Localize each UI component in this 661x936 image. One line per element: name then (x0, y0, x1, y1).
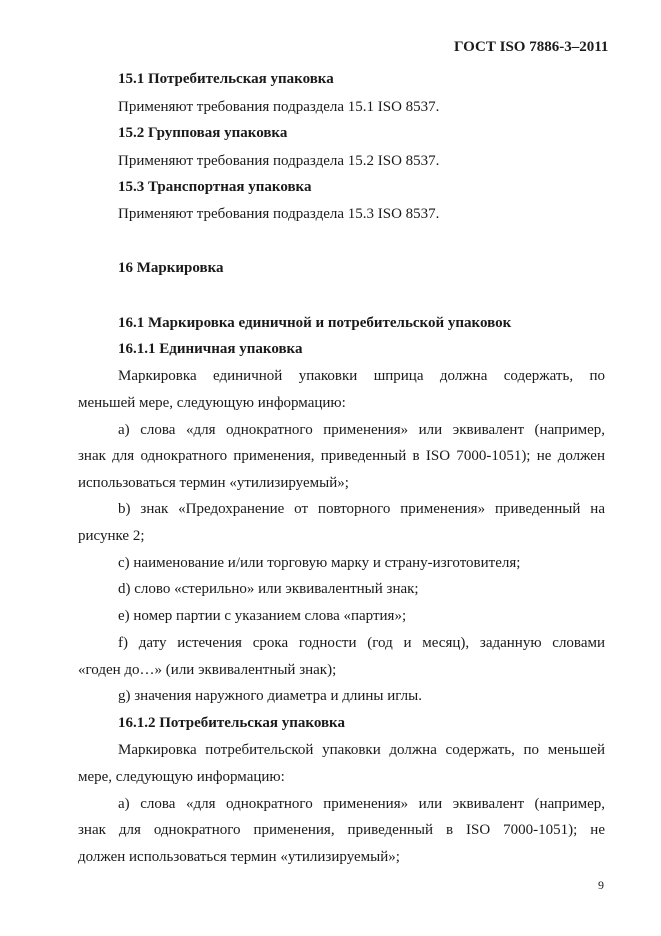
paragraph-line: Маркировка потребительской упаковки должна содержать, по меньшей (118, 742, 605, 758)
paragraph-line: Применяют требования подраздела 15.2 ISO 8537. (118, 153, 440, 169)
list-item-a2-line: а) слова «для однократного применения» или эквивалент (например, (118, 796, 605, 812)
heading-16-1-1: 16.1.1 Единичная упаковка (118, 341, 303, 357)
list-item-a2-line: знак для однократного применения, приведенный в ISO 7000-1051); не (78, 822, 605, 838)
list-item-a-line: использоваться термин «утилизируемый»; (78, 475, 349, 491)
list-item-b-line: b) знак «Предохранение от повторного применения» приведенный на (118, 501, 605, 517)
heading-15-2: 15.2 Групповая упаковка (118, 125, 288, 141)
list-item-a-line: а) слова «для однократного применения» или эквивалент (например, (118, 422, 605, 438)
heading-16-1: 16.1 Маркировка единичной и потребительской упаковок (118, 315, 512, 331)
standard-header: ГОСТ ISO 7886-3–2011 (454, 39, 609, 55)
list-item-a2-line: должен использоваться термин «утилизируемый»; (78, 849, 400, 865)
paragraph-line: мере, следующую информацию: (78, 769, 285, 785)
paragraph-line: Маркировка единичной упаковки шприца должна содержать, по (118, 368, 605, 384)
list-item-c: с) наименование и/или торговую марку и страну-изготовителя; (118, 555, 521, 571)
list-item-f-line: f) дату истечения срока годности (год и месяц), заданную словами (118, 635, 605, 651)
heading-15-3: 15.3 Транспортная упаковка (118, 179, 312, 195)
paragraph-line: Применяют требования подраздела 15.1 ISO 8537. (118, 99, 440, 115)
paragraph-line: меньшей мере, следующую информацию: (78, 395, 346, 411)
list-item-d: d) слово «стерильно» или эквивалентный знак; (118, 581, 419, 597)
list-item-g: g) значения наружного диаметра и длины иглы. (118, 688, 422, 704)
page-number: 9 (598, 878, 604, 892)
list-item-e: е) номер партии с указанием слова «партия»; (118, 608, 407, 624)
list-item-b-line: рисунке 2; (78, 528, 145, 544)
list-item-a-line: знак для однократного применения, приведенный в ISO 7000-1051); не должен (78, 448, 605, 464)
list-item-f-line: «годен до…» (или эквивалентный знак); (78, 662, 337, 678)
heading-15-1: 15.1 Потребительская упаковка (118, 71, 334, 87)
paragraph-line: Применяют требования подраздела 15.3 ISO 8537. (118, 206, 440, 222)
heading-16: 16 Маркировка (118, 260, 224, 276)
heading-16-1-2: 16.1.2 Потребительская упаковка (118, 715, 345, 731)
